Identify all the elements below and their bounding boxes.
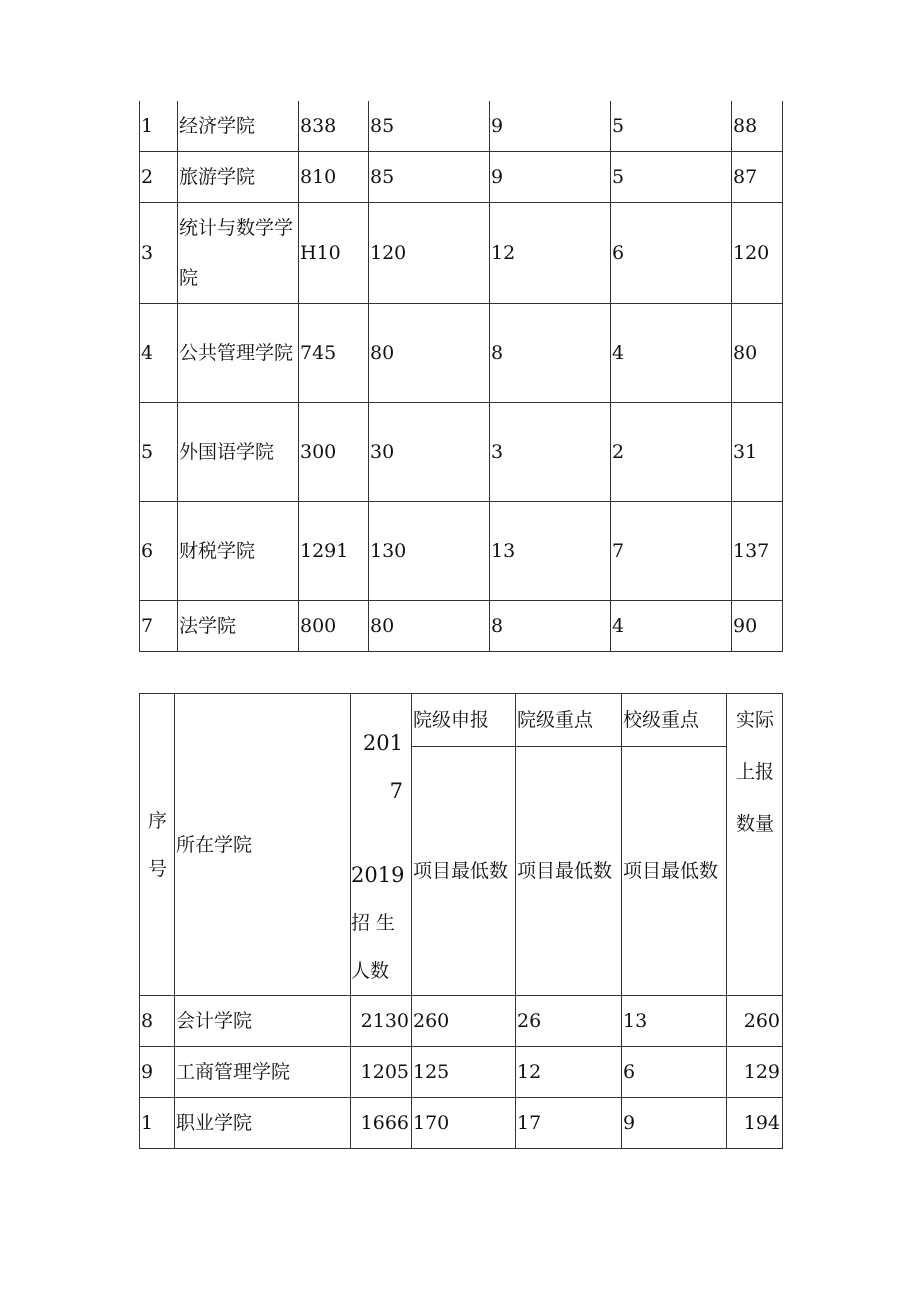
- college-key-min: 8: [490, 601, 611, 652]
- enrollment-count: 800: [299, 601, 369, 652]
- table-row: [140, 996, 783, 1047]
- table-row: [140, 304, 783, 403]
- header-enrollment-label: 招 生人数: [351, 912, 396, 982]
- actual-count: 120: [732, 203, 783, 304]
- college-apply-min: 80: [369, 304, 490, 403]
- actual-count: 87: [732, 152, 783, 203]
- table-row: [140, 502, 783, 601]
- actual-count: 80: [732, 304, 783, 403]
- college-apply-min: 130: [369, 502, 490, 601]
- enrollment-count: 2130: [351, 996, 412, 1047]
- actual-count: 137: [732, 502, 783, 601]
- actual-count: 260: [727, 996, 783, 1047]
- actual-count: 88: [732, 101, 783, 152]
- college-key-min: 13: [490, 502, 611, 601]
- college-apply-min: 125: [412, 1047, 516, 1098]
- college-apply-min: 85: [369, 152, 490, 203]
- college-name: 财税学院: [178, 502, 299, 601]
- college-name: 统计与数学学院: [178, 203, 299, 304]
- enrollment-table-continued: [139, 101, 783, 652]
- enrollment-count: 838: [299, 101, 369, 152]
- school-key-min: 4: [611, 304, 732, 403]
- table-row: [140, 203, 783, 304]
- header-min-label-3: 项目最低数: [622, 746, 727, 995]
- enrollment-count: 745: [299, 304, 369, 403]
- actual-count: 194: [727, 1098, 783, 1149]
- college-apply-min: 170: [412, 1098, 516, 1149]
- college-key-min: 9: [490, 152, 611, 203]
- college-name: 外国语学院: [178, 403, 299, 502]
- college-key-min: 8: [490, 304, 611, 403]
- actual-count: 129: [727, 1047, 783, 1098]
- college-name: 旅游学院: [178, 152, 299, 203]
- row-number: 7: [140, 601, 178, 652]
- enrollment-count: 1205: [351, 1047, 412, 1098]
- enrollment-count: 1291: [299, 502, 369, 601]
- header-college-key: 院级重点: [516, 694, 622, 747]
- school-key-min: 4: [611, 601, 732, 652]
- header-year-2019: 2019: [351, 863, 405, 887]
- table-row: [140, 601, 783, 652]
- college-apply-min: 120: [369, 203, 490, 304]
- header-serial-number: 序号: [140, 694, 175, 996]
- table-row: [140, 152, 783, 203]
- school-key-min: 5: [611, 101, 732, 152]
- enrollment-table: [139, 693, 783, 1149]
- enrollment-count: 1666: [351, 1098, 412, 1149]
- row-number: 5: [140, 403, 178, 502]
- header-actual-count: 实际上报数量: [727, 694, 783, 996]
- college-name: 法学院: [178, 601, 299, 652]
- school-key-min: 13: [622, 996, 727, 1047]
- college-apply-min: 260: [412, 996, 516, 1047]
- school-key-min: 7: [611, 502, 732, 601]
- row-number: 9: [140, 1047, 175, 1098]
- college-apply-min: 80: [369, 601, 490, 652]
- school-key-min: 6: [622, 1047, 727, 1098]
- college-name: 工商管理学院: [175, 1047, 351, 1098]
- enrollment-count: H10: [299, 203, 369, 304]
- college-apply-min: 30: [369, 403, 490, 502]
- table-row: [140, 1047, 783, 1098]
- actual-count: 31: [732, 403, 783, 502]
- row-number: 4: [140, 304, 178, 403]
- header-year-2017: 2017: [362, 731, 403, 803]
- table-row: [140, 101, 783, 152]
- enrollment-count: 810: [299, 152, 369, 203]
- header-min-label-1: 项目最低数: [412, 746, 516, 995]
- row-number: 1: [140, 1098, 175, 1149]
- school-key-min: 5: [611, 152, 732, 203]
- row-number: 6: [140, 502, 178, 601]
- table-header-row: [140, 694, 783, 747]
- table-row: [140, 1098, 783, 1149]
- college-key-min: 26: [516, 996, 622, 1047]
- college-key-min: 12: [516, 1047, 622, 1098]
- row-number: 1: [140, 101, 178, 152]
- college-name: 职业学院: [175, 1098, 351, 1149]
- college-key-min: 17: [516, 1098, 622, 1149]
- header-college: 所在学院: [175, 694, 351, 996]
- college-apply-min: 85: [369, 101, 490, 152]
- college-name: 经济学院: [178, 101, 299, 152]
- enrollment-count: 300: [299, 403, 369, 502]
- row-number: 3: [140, 203, 178, 304]
- school-key-min: 2: [611, 403, 732, 502]
- college-key-min: 3: [490, 403, 611, 502]
- actual-count: 90: [732, 601, 783, 652]
- header-school-key: 校级重点: [622, 694, 727, 747]
- school-key-min: 9: [622, 1098, 727, 1149]
- header-enrollment: [351, 694, 412, 996]
- school-key-min: 6: [611, 203, 732, 304]
- college-name: 会计学院: [175, 996, 351, 1047]
- college-key-min: 12: [490, 203, 611, 304]
- college-key-min: 9: [490, 101, 611, 152]
- header-min-label-2: 项目最低数: [516, 746, 622, 995]
- row-number: 8: [140, 996, 175, 1047]
- college-name: 公共管理学院: [178, 304, 299, 403]
- header-college-apply: 院级申报: [412, 694, 516, 747]
- row-number: 2: [140, 152, 178, 203]
- table-row: [140, 403, 783, 502]
